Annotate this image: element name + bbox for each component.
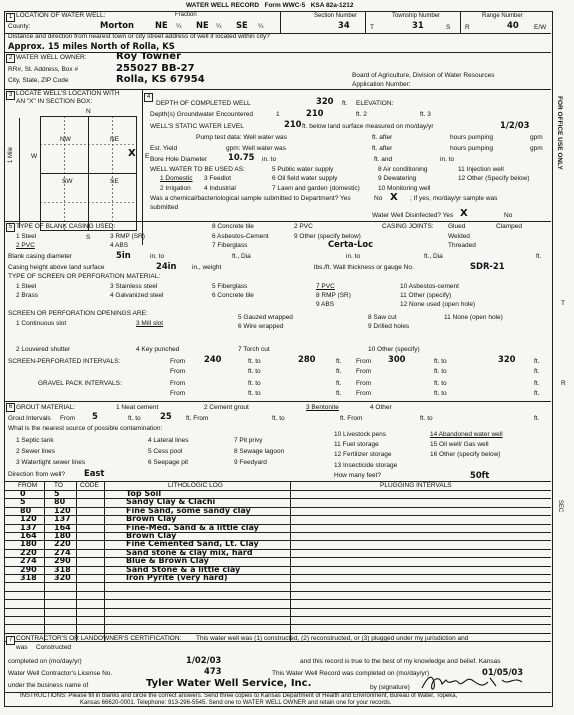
log-to: 318 — [54, 564, 71, 574]
wall-gauge: SDR-21 — [470, 261, 505, 271]
joint-type-value: Certa-Loc — [328, 239, 374, 249]
distance-feet: 50ft — [470, 470, 490, 480]
log-description: Sandy Clay & Clachi — [126, 497, 216, 507]
city-value: Rolla, KS 67954 — [116, 74, 205, 85]
log-to: 290 — [54, 556, 71, 566]
grout-from: 5 — [92, 411, 98, 421]
disinfected-mark: X — [460, 208, 468, 219]
log-from: 318 — [20, 573, 37, 582]
log-description: Top Soil — [126, 489, 162, 498]
static-level-date: 1/2/03 — [500, 120, 530, 130]
log-from: 5 — [20, 497, 26, 507]
log-to: 274 — [54, 547, 71, 557]
groundwater-depth-1: 210 — [306, 108, 324, 118]
log-from: 220 — [20, 547, 37, 557]
blank-diameter: 5in — [116, 250, 131, 260]
table-row — [4, 599, 551, 600]
log-description: Fine Cemented Sand, Lt. Clay — [126, 539, 259, 549]
table-row — [4, 624, 551, 625]
log-to: 220 — [54, 539, 71, 549]
county-value: Morton — [100, 20, 134, 30]
perf-2-to: 320 — [498, 354, 516, 364]
table-row — [4, 608, 551, 609]
form-title: WATER WELL RECORD Form WWC-5 KSA 82a-1212 — [186, 2, 354, 9]
township-value: 31 — [412, 20, 424, 30]
table-row — [4, 582, 551, 583]
completed-date: 1/02/03 — [186, 655, 222, 665]
log-to: 137 — [54, 514, 71, 524]
log-header-lith: LITHOLOGIC LOG — [168, 482, 223, 489]
perf-2-from: 300 — [388, 354, 406, 364]
log-header-code: CODE — [80, 482, 99, 489]
log-description: Sand stone & clay mix, hard — [126, 547, 253, 557]
log-header-from: FROM — [18, 482, 38, 489]
static-level-value: 210 — [284, 119, 302, 129]
table-row — [4, 498, 551, 499]
log-description: Sand Stone & a little clay — [126, 564, 241, 574]
signature — [418, 672, 528, 694]
log-to: 180 — [54, 531, 71, 540]
log-from: 0 — [20, 489, 26, 498]
log-from: 120 — [20, 514, 37, 524]
log-to: 164 — [54, 522, 71, 532]
owner-value: Roy Towner — [116, 51, 182, 62]
log-from: 274 — [20, 556, 37, 566]
grout-to: 25 — [160, 411, 172, 421]
log-description: Iron Pyrite (very hard) — [126, 573, 228, 582]
log-from: 164 — [20, 531, 37, 540]
log-from: 137 — [20, 522, 37, 532]
distance-value: Approx. 15 miles North of Rolla, KS — [8, 41, 175, 51]
table-row — [4, 574, 551, 575]
section-value: 34 — [338, 20, 350, 30]
range-value: 40 — [507, 20, 519, 30]
table-row — [4, 507, 551, 508]
table-row — [4, 524, 551, 525]
table-row — [4, 557, 551, 558]
chem-no-mark: X — [390, 192, 398, 203]
log-to: 120 — [54, 505, 71, 515]
log-to: 320 — [54, 573, 71, 582]
log-description: Fine-Med. Sand & a little clay — [126, 522, 259, 532]
table-row — [4, 591, 551, 592]
perf-1-to: 280 — [298, 354, 316, 364]
log-to: 5 — [54, 489, 60, 498]
table-row — [4, 566, 551, 567]
office-use-label: FOR OFFICE USE ONLY — [556, 96, 563, 170]
bore-diameter: 10.75 — [228, 152, 255, 162]
section-grid[interactable] — [40, 116, 140, 234]
log-from: 290 — [20, 564, 37, 574]
log-to: 80 — [54, 497, 66, 507]
log-from: 180 — [20, 539, 37, 549]
log-header-plug: PLUGGING INTERVALS — [380, 482, 452, 489]
log-description: Brown Clay — [126, 514, 177, 524]
perf-1-from: 240 — [204, 354, 222, 364]
casing-height: 24in — [156, 261, 177, 271]
table-row — [4, 540, 551, 541]
table-row — [4, 515, 551, 516]
well-location-mark: X — [128, 148, 136, 159]
table-row — [4, 532, 551, 533]
table-row — [4, 616, 551, 617]
address-value: 255027 BB-27 — [116, 63, 195, 74]
location-label: LOCATION OF WATER WELL: — [16, 12, 106, 19]
depth-value: 320 — [316, 96, 334, 106]
log-description: Blue & Brown Clay — [126, 556, 209, 566]
record-date: 01/05/03 — [482, 667, 524, 677]
log-header-to: TO — [54, 482, 63, 489]
direction-value: East — [84, 468, 105, 478]
table-row — [4, 549, 551, 550]
business-name: Tyler Water Well Service, Inc. — [146, 678, 312, 689]
log-description: Fine Sand, some sandy clay — [126, 505, 251, 515]
log-description: Brown Clay — [126, 531, 177, 540]
log-from: 80 — [20, 505, 32, 515]
license-number: 473 — [204, 666, 222, 676]
